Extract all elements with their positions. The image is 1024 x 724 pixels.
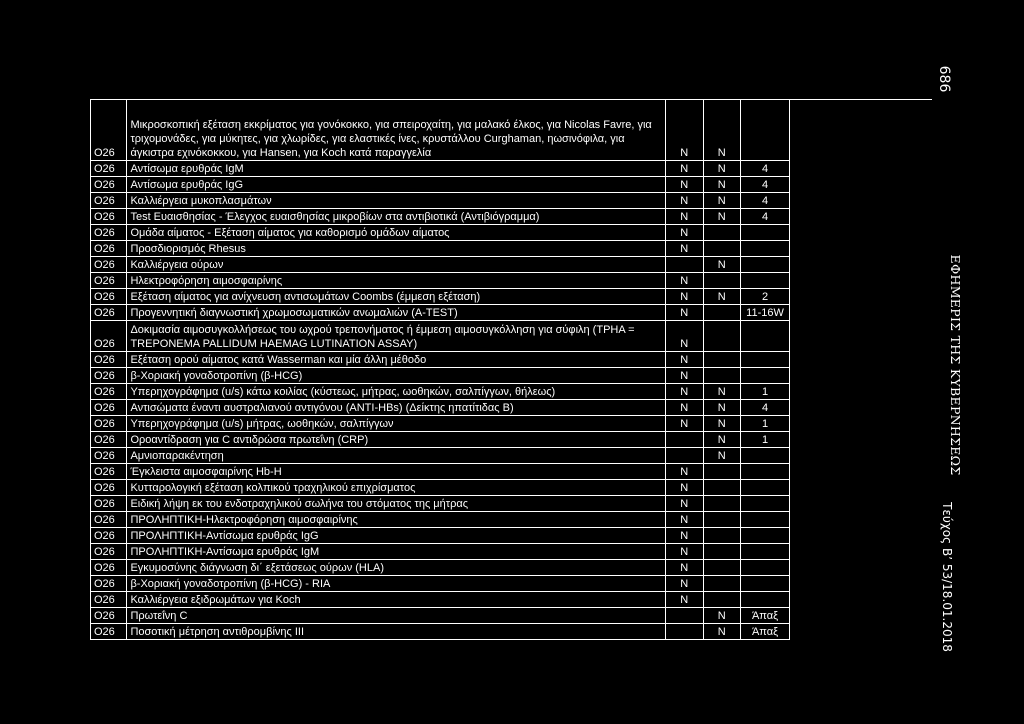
- row-description: Ειδική λήψη εκ του ενδοτραχηλικού σωλήνα του στόματος της μήτρας: [127, 496, 666, 512]
- row-description: Πρωτεΐνη C: [127, 608, 666, 624]
- table-row: [91, 209, 790, 225]
- row-frequency: 4: [741, 193, 790, 209]
- gazette-title: ΕΦΗΜΕΡΙΣ ΤΗΣ ΚΥΒΕΡΝΗΣΕΩΣ: [948, 254, 963, 476]
- row-flag-1: N: [666, 241, 704, 257]
- row-code: O26: [91, 352, 127, 368]
- row-flag-1: N: [666, 368, 704, 384]
- row-description: Μικροσκοπική εξέταση εκκρίματος για γονόκοκκο, για σπειροχαίτη, για μαλακό έλκος, για Nicolas Favre, για τριχομονάδες, για μύκητες, για χλωρίδες, για ελαστικές ίνες, κρυστάλλου Curghaman, ηωσινόφιλα, για άγκιστρα εχινόκοκκου, για Hansen, για Koch κατά παραγγελία: [127, 100, 666, 161]
- row-flag-2: N: [703, 289, 741, 305]
- row-flag-2: N: [703, 193, 741, 209]
- row-flag-2: N: [703, 432, 741, 448]
- row-flag-1: N: [666, 544, 704, 560]
- row-description: Υπερηχογράφημα (u/s) μήτρας, ωοθηκών, σαλπίγγων: [127, 416, 666, 432]
- table-row: [91, 257, 790, 273]
- row-code: O26: [91, 432, 127, 448]
- table-row: [91, 289, 790, 305]
- row-flag-1: [666, 448, 704, 464]
- row-frequency: Άπαξ: [741, 608, 790, 624]
- exam-table: [90, 99, 790, 640]
- row-flag-2: N: [703, 257, 741, 273]
- row-description: Ηλεκτροφόρηση αιμοσφαιρίνης: [127, 273, 666, 289]
- row-flag-1: [666, 624, 704, 640]
- row-description: Δοκιμασία αιμοσυγκολλήσεως του ωχρού τρεπονήματος ή έμμεση αιμοσυγκόλληση για σύφιλη (TPHA = TREPONEMA PALLIDUM HAEMAG LUTINATION ASSAY): [127, 321, 666, 352]
- row-flag-2: [703, 560, 741, 576]
- row-code: O26: [91, 384, 127, 400]
- table-row: [91, 608, 790, 624]
- row-description: Καλλιέργεια ούρων: [127, 257, 666, 273]
- row-flag-2: [703, 464, 741, 480]
- row-frequency: [741, 352, 790, 368]
- row-description: Προσδιορισμός Rhesus: [127, 241, 666, 257]
- row-flag-1: N: [666, 352, 704, 368]
- row-flag-2: N: [703, 448, 741, 464]
- row-code: O26: [91, 416, 127, 432]
- row-frequency: [741, 560, 790, 576]
- row-flag-1: N: [666, 528, 704, 544]
- row-flag-1: N: [666, 273, 704, 289]
- row-flag-1: N: [666, 305, 704, 321]
- row-frequency: 4: [741, 400, 790, 416]
- row-flag-1: N: [666, 560, 704, 576]
- row-flag-1: N: [666, 193, 704, 209]
- row-code: O26: [91, 496, 127, 512]
- row-flag-2: N: [703, 384, 741, 400]
- table-row: [91, 480, 790, 496]
- row-frequency: [741, 528, 790, 544]
- row-frequency: [741, 448, 790, 464]
- row-flag-1: N: [666, 177, 704, 193]
- row-code: O26: [91, 273, 127, 289]
- row-code: O26: [91, 257, 127, 273]
- table-row: [91, 496, 790, 512]
- row-flag-2: [703, 305, 741, 321]
- row-code: O26: [91, 100, 127, 161]
- row-code: O26: [91, 209, 127, 225]
- row-flag-1: [666, 432, 704, 448]
- row-code: O26: [91, 512, 127, 528]
- row-frequency: 4: [741, 177, 790, 193]
- row-flag-2: [703, 273, 741, 289]
- row-code: O26: [91, 544, 127, 560]
- row-flag-2: [703, 225, 741, 241]
- table-row: [91, 624, 790, 640]
- row-frequency: [741, 225, 790, 241]
- row-flag-2: [703, 480, 741, 496]
- row-description: ΠΡΟΛΗΠΤΙΚΗ-Ηλεκτροφόρηση αιμοσφαιρίνης: [127, 512, 666, 528]
- row-flag-1: N: [666, 592, 704, 608]
- row-code: O26: [91, 480, 127, 496]
- row-frequency: [741, 368, 790, 384]
- row-code: O26: [91, 528, 127, 544]
- table-row: [91, 416, 790, 432]
- row-code: O26: [91, 400, 127, 416]
- row-flag-2: [703, 528, 741, 544]
- row-code: O26: [91, 193, 127, 209]
- row-code: O26: [91, 305, 127, 321]
- row-flag-2: [703, 352, 741, 368]
- row-flag-1: N: [666, 384, 704, 400]
- row-frequency: 11-16W: [741, 305, 790, 321]
- row-description: Έγκλειστα αιμοσφαιρίνης Hb-H: [127, 464, 666, 480]
- row-description: Προγεννητική διαγνωστική χρωμοσωματικών ανωμαλιών (A-TEST): [127, 305, 666, 321]
- exam-table-body: [91, 100, 790, 640]
- row-flag-2: [703, 544, 741, 560]
- row-code: O26: [91, 592, 127, 608]
- table-row: [91, 100, 790, 161]
- table-row: [91, 576, 790, 592]
- table-row: [91, 464, 790, 480]
- row-flag-1: N: [666, 400, 704, 416]
- table-row: [91, 352, 790, 368]
- row-code: O26: [91, 608, 127, 624]
- row-frequency: [741, 464, 790, 480]
- row-code: O26: [91, 464, 127, 480]
- table-row: [91, 528, 790, 544]
- row-description: Καλλιέργεια μυκοπλασμάτων: [127, 193, 666, 209]
- row-frequency: [741, 496, 790, 512]
- row-frequency: [741, 241, 790, 257]
- row-flag-1: N: [666, 209, 704, 225]
- row-description: Αντίσωμα ερυθράς IgG: [127, 177, 666, 193]
- row-flag-2: [703, 512, 741, 528]
- row-description: ΠΡΟΛΗΠΤΙΚΗ-Αντίσωμα ερυθράς IgG: [127, 528, 666, 544]
- row-flag-2: N: [703, 100, 741, 161]
- row-frequency: [741, 544, 790, 560]
- table-row: [91, 368, 790, 384]
- table-row: [91, 273, 790, 289]
- row-flag-2: [703, 368, 741, 384]
- row-code: O26: [91, 560, 127, 576]
- row-description: β-Χοριακή γοναδοτροπίνη (β-HCG): [127, 368, 666, 384]
- row-description: Ομάδα αίματος - Εξέταση αίματος για καθορισμό ομάδων αίματος: [127, 225, 666, 241]
- row-description: Καλλιέργεια εξιδρωμάτων για Koch: [127, 592, 666, 608]
- table-row: [91, 544, 790, 560]
- table-row: [91, 560, 790, 576]
- row-frequency: [741, 576, 790, 592]
- table-row: [91, 384, 790, 400]
- row-frequency: [741, 257, 790, 273]
- row-flag-2: N: [703, 177, 741, 193]
- row-flag-2: [703, 592, 741, 608]
- row-code: O26: [91, 177, 127, 193]
- row-description: Test Ευαισθησίας - Έλεγχος ευαισθησίας μικροβίων στα αντιβιοτικά (Αντιβιόγραμμα): [127, 209, 666, 225]
- row-code: O26: [91, 448, 127, 464]
- row-flag-1: [666, 257, 704, 273]
- row-frequency: [741, 592, 790, 608]
- row-description: Κυτταρολογική εξέταση κολπικού τραχηλικού επιχρίσματος: [127, 480, 666, 496]
- row-flag-1: N: [666, 100, 704, 161]
- row-description: Αμνιοπαρακέντηση: [127, 448, 666, 464]
- row-frequency: [741, 512, 790, 528]
- row-code: O26: [91, 161, 127, 177]
- row-flag-2: [703, 241, 741, 257]
- table-row: [91, 321, 790, 352]
- row-flag-1: N: [666, 464, 704, 480]
- page-number: 686: [936, 65, 952, 93]
- row-frequency: 1: [741, 384, 790, 400]
- table-row: [91, 161, 790, 177]
- row-description: Οροαντίδραση για C αντιδρώσα πρωτεΐνη (CRP): [127, 432, 666, 448]
- row-flag-1: N: [666, 576, 704, 592]
- table-row: [91, 241, 790, 257]
- row-frequency: 1: [741, 416, 790, 432]
- row-description: Εγκυμοσύνης διάγνωση δι΄ εξετάσεως ούρων (HLA): [127, 560, 666, 576]
- table-row: [91, 193, 790, 209]
- table-row: [91, 448, 790, 464]
- row-flag-2: [703, 321, 741, 352]
- row-flag-2: [703, 576, 741, 592]
- row-frequency: 2: [741, 289, 790, 305]
- table-row: [91, 432, 790, 448]
- table-row: [91, 512, 790, 528]
- row-frequency: [741, 321, 790, 352]
- row-flag-2: N: [703, 209, 741, 225]
- row-flag-1: N: [666, 496, 704, 512]
- row-code: O26: [91, 321, 127, 352]
- row-flag-2: N: [703, 624, 741, 640]
- table-row: [91, 177, 790, 193]
- row-description: Εξέταση ορού αίματος κατά Wasserman και μία άλλη μέθοδο: [127, 352, 666, 368]
- row-frequency: 1: [741, 432, 790, 448]
- row-flag-1: N: [666, 161, 704, 177]
- row-code: O26: [91, 368, 127, 384]
- row-description: Υπερηχογράφημα (u/s) κάτω κοιλίας (κύστεως, μήτρας, ωοθηκών, σαλπίγγων, θήλεως): [127, 384, 666, 400]
- row-flag-1: N: [666, 321, 704, 352]
- row-flag-2: N: [703, 416, 741, 432]
- row-code: O26: [91, 241, 127, 257]
- table-row: [91, 592, 790, 608]
- row-code: O26: [91, 289, 127, 305]
- row-flag-1: N: [666, 512, 704, 528]
- row-description: Εξέταση αίματος για ανίχνευση αντισωμάτων Coombs (έμμεση εξέταση): [127, 289, 666, 305]
- row-frequency: Άπαξ: [741, 624, 790, 640]
- row-code: O26: [91, 225, 127, 241]
- row-flag-1: N: [666, 416, 704, 432]
- row-flag-2: N: [703, 400, 741, 416]
- issue-reference: Τεύχος Β’ 53/18.01.2018: [940, 502, 954, 652]
- row-flag-2: N: [703, 608, 741, 624]
- row-code: O26: [91, 576, 127, 592]
- row-flag-2: N: [703, 161, 741, 177]
- table-row: [91, 400, 790, 416]
- row-flag-1: N: [666, 225, 704, 241]
- row-frequency: [741, 100, 790, 161]
- row-frequency: 4: [741, 209, 790, 225]
- table-row: [91, 225, 790, 241]
- row-frequency: [741, 480, 790, 496]
- row-description: Αντισώματα έναντι αυστραλιανού αντιγόνου (ANTI-HBs) (Δείκτης ηπατίτιδας Β): [127, 400, 666, 416]
- row-description: Ποσοτική μέτρηση αντιθρομβίνης ΙΙΙ: [127, 624, 666, 640]
- row-description: Αντίσωμα ερυθράς IgM: [127, 161, 666, 177]
- row-flag-2: [703, 496, 741, 512]
- row-code: O26: [91, 624, 127, 640]
- table-row: [91, 305, 790, 321]
- row-flag-1: N: [666, 289, 704, 305]
- row-flag-1: [666, 608, 704, 624]
- row-description: β-Χοριακή γοναδοτροπίνη (β-HCG) - RIA: [127, 576, 666, 592]
- row-frequency: [741, 273, 790, 289]
- row-flag-1: N: [666, 480, 704, 496]
- row-description: ΠΡΟΛΗΠΤΙΚΗ-Αντίσωμα ερυθράς IgM: [127, 544, 666, 560]
- row-frequency: 4: [741, 161, 790, 177]
